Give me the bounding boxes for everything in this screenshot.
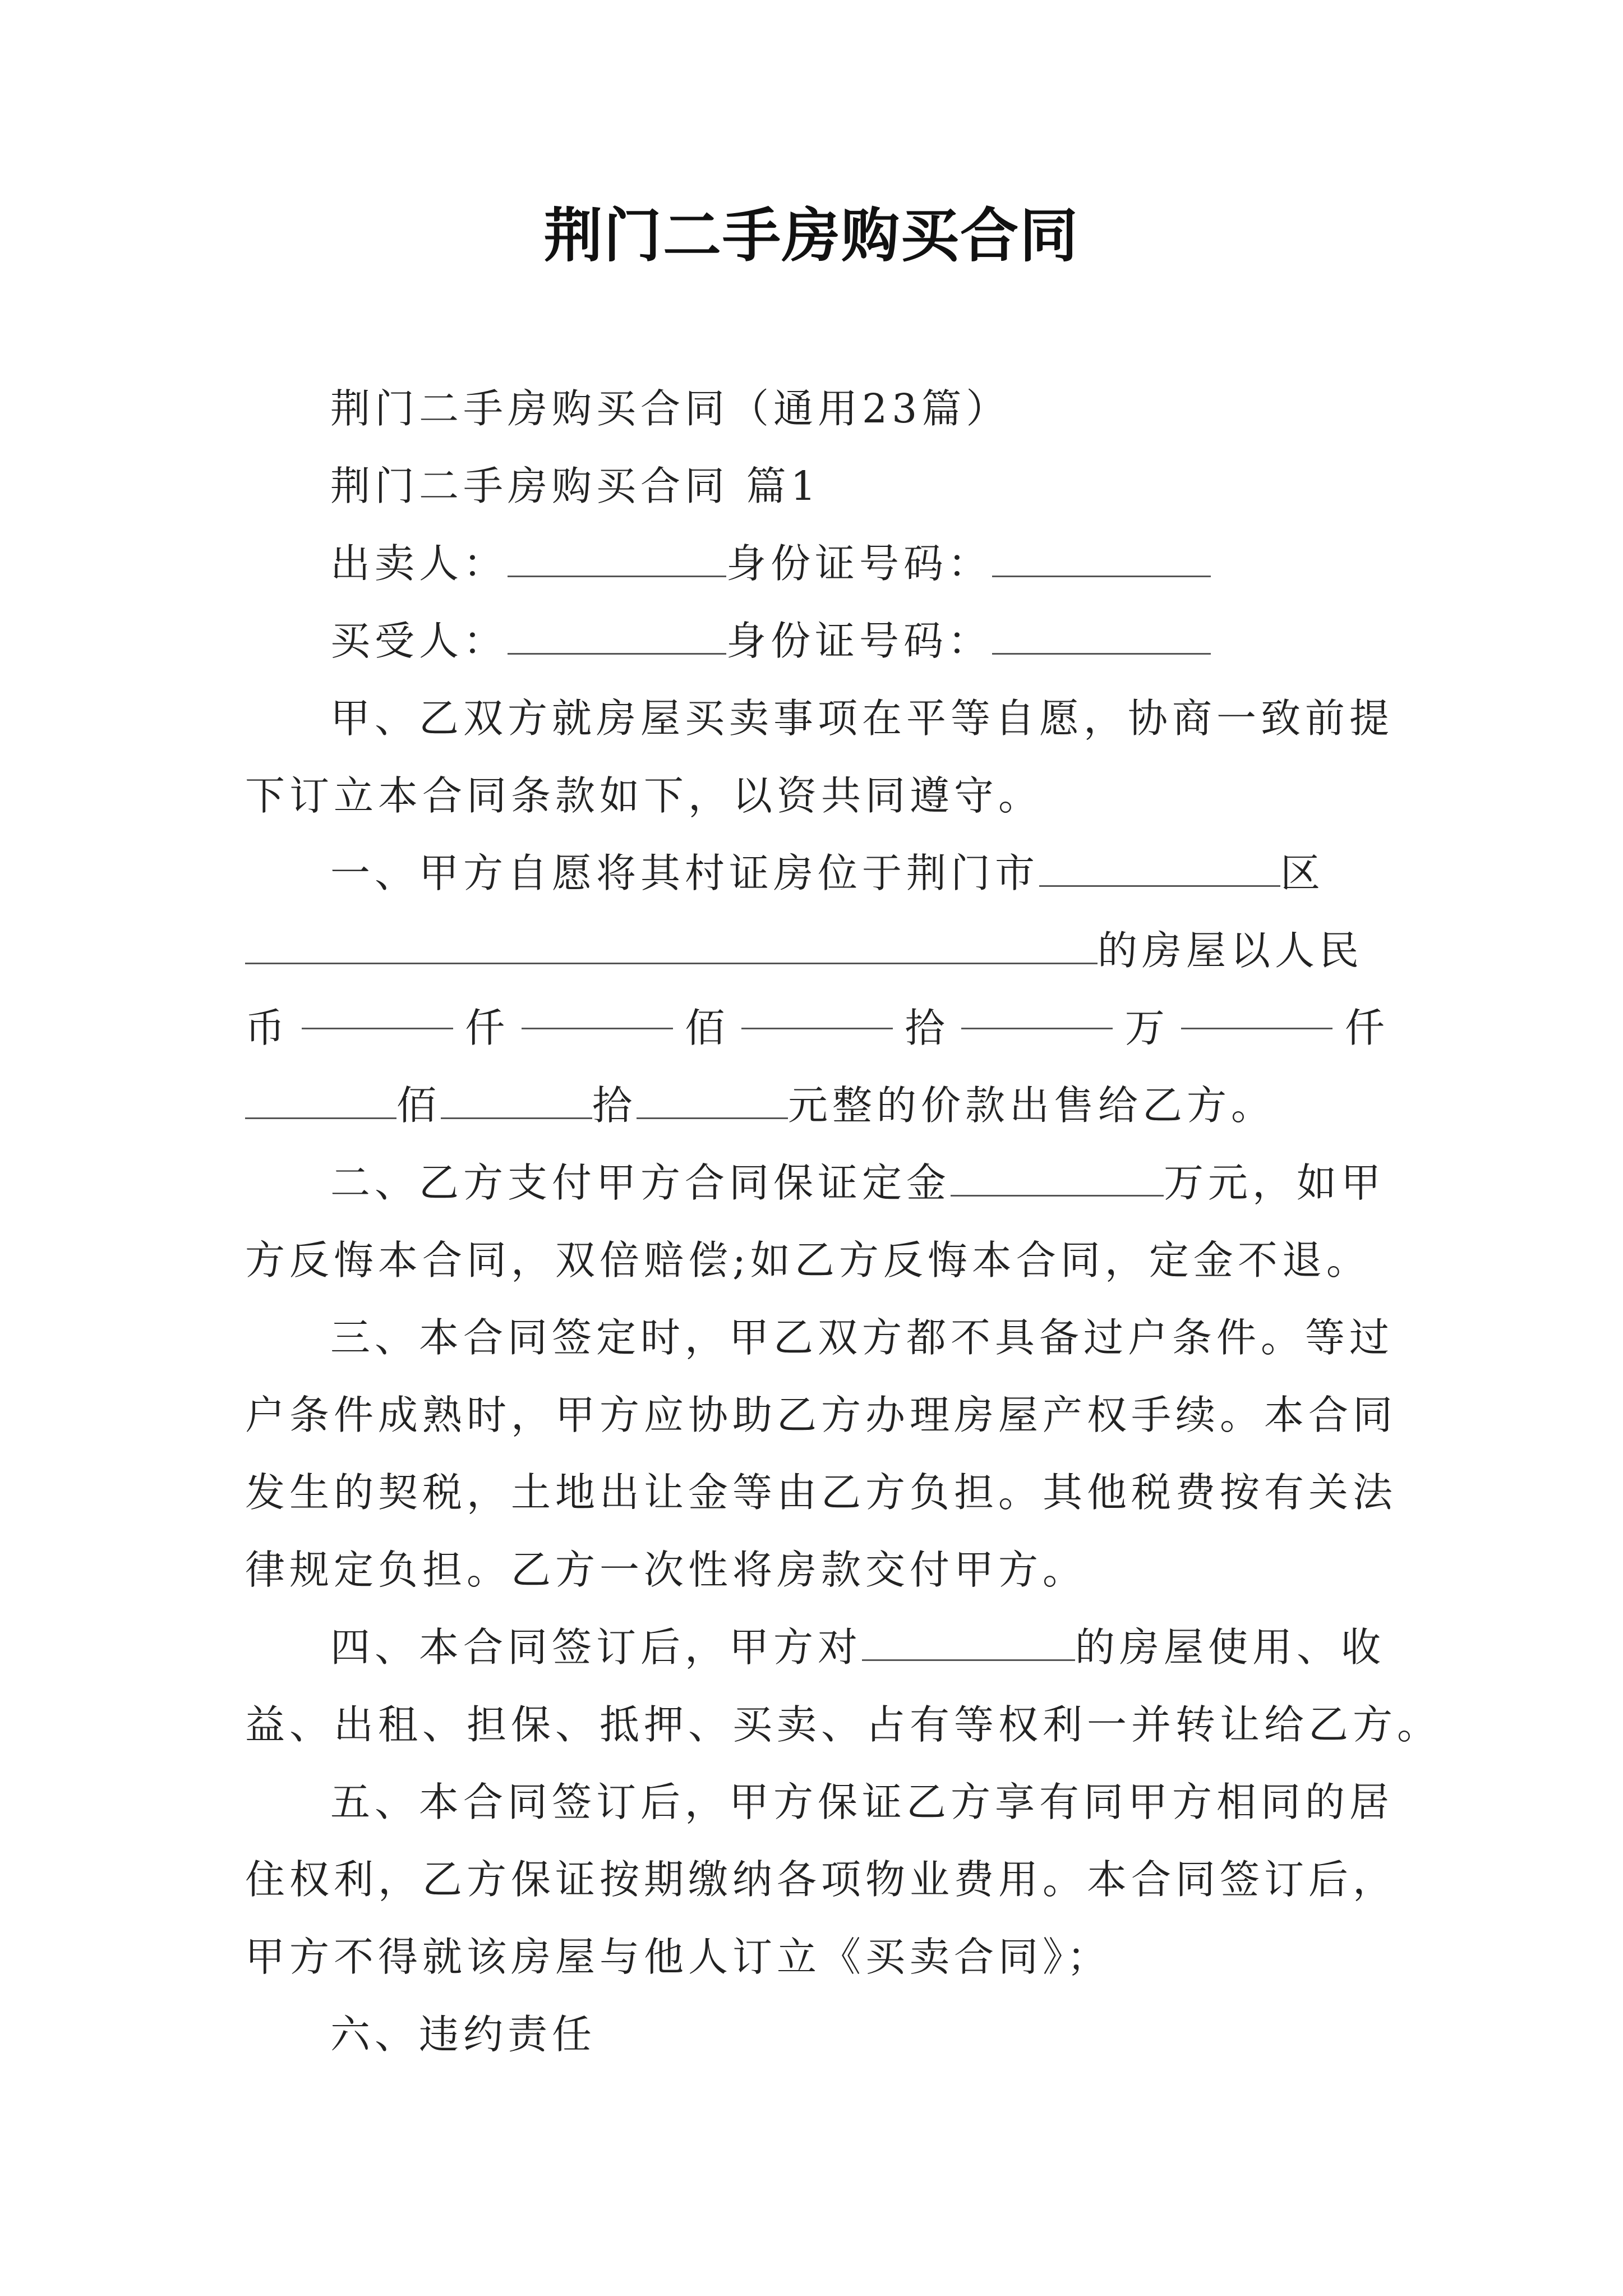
clause3-line-2: 户条件成熟时，甲方应协助乙方办理房屋产权手续。本合同	[245, 1392, 1398, 1438]
amount-blank	[1181, 990, 1332, 1029]
clause5-line-1: 五、本合同签订后，甲方保证乙方享有同甲方相同的居	[330, 1779, 1394, 1825]
clause2-text-b: 万元，如甲	[1164, 1159, 1386, 1206]
clause4-line-1	[245, 1609, 1389, 1686]
unit-label: 万	[1124, 1005, 1169, 1051]
amount-blank	[637, 1079, 788, 1119]
unit-label: 仟	[1344, 1005, 1389, 1051]
amount-blank	[302, 990, 453, 1029]
seller-id-blank	[992, 537, 1211, 577]
subtitle: 荆门二手房购买合同（通用23篇）	[330, 385, 1011, 432]
amount-blank	[522, 990, 673, 1029]
buyer-id-blank	[992, 615, 1211, 655]
property-blank	[862, 1621, 1075, 1661]
clause2-text-a: 二、乙方支付甲方合同保证定金	[330, 1159, 951, 1206]
clause1-text-a: 一、甲方自愿将其村证房位于荆门市	[330, 850, 1040, 896]
seller-label: 出卖人：	[330, 540, 508, 587]
clause1-line-2	[245, 912, 1389, 990]
clause1-line-3	[245, 990, 1389, 1067]
clause4-line-2: 益、出租、担保、抵押、买卖、占有等权利一并转让给乙方。	[245, 1701, 1442, 1748]
amount-blank	[961, 990, 1113, 1029]
seller-line	[245, 525, 1389, 602]
clause1-text-f: 元整的价款出售给乙方。	[788, 1082, 1276, 1129]
clause6-heading: 六、违约责任	[330, 2011, 597, 2058]
seller-name-blank	[508, 537, 726, 577]
clause1-line-1	[245, 835, 1389, 912]
clause5-line-2: 住权利，乙方保证按期缴纳各项物业费用。本合同签订后，	[245, 1856, 1398, 1903]
amount-blank	[441, 1079, 592, 1119]
clause2-line-2: 方反悔本合同，双倍赔偿;如乙方反悔本合同，定金不退。	[245, 1237, 1371, 1283]
amount-blank	[245, 1079, 396, 1119]
clause3-line-4: 律规定负担。乙方一次性将房款交付甲方。	[245, 1547, 1087, 1593]
unit-label: 佰	[685, 1005, 730, 1051]
intro-line-1: 甲、乙双方就房屋买卖事项在平等自愿，协商一致前提	[330, 695, 1394, 742]
document-title: 荆门二手房购买合同	[543, 201, 1079, 270]
clause1-line-4	[245, 1067, 1389, 1144]
intro-line-2: 下订立本合同条款如下，以资共同遵守。	[245, 772, 1043, 819]
clause3-line-3: 发生的契税，土地出让金等由乙方负担。其他税费按有关法	[245, 1469, 1398, 1516]
amount-blank	[741, 990, 893, 1029]
address-blank	[245, 924, 1098, 964]
buyer-label: 买受人：	[330, 618, 508, 664]
buyer-name-blank	[508, 615, 726, 655]
buyer-line	[245, 602, 1389, 680]
clause5-line-3: 甲方不得就该房屋与他人订立《买卖合同》；	[245, 1934, 1112, 1980]
district-blank	[1039, 847, 1280, 887]
clause1-text-b: 区	[1280, 850, 1325, 896]
document-body	[245, 370, 1442, 2073]
unit-label: 币	[245, 1005, 290, 1051]
buyer-id-label: 身份证号码：	[726, 618, 993, 664]
unit-label: 拾	[905, 1005, 949, 1051]
unit-label: 佰	[396, 1082, 441, 1129]
clause3-line-1: 三、本合同签定时，甲乙双方都不具备过户条件。等过	[330, 1314, 1394, 1361]
deposit-blank	[951, 1157, 1164, 1197]
unit-label: 仟	[465, 1005, 510, 1051]
clause1-text-c: 的房屋以人民	[1098, 927, 1364, 974]
unit-label: 拾	[592, 1082, 637, 1129]
clause4-text-b: 的房屋使用、收	[1075, 1624, 1386, 1671]
article-heading: 荆门二手房购买合同 篇1	[330, 463, 820, 509]
seller-id-label: 身份证号码：	[726, 540, 993, 587]
clause2-line-1	[245, 1144, 1389, 1222]
clause4-text-a: 四、本合同签订后，甲方对	[330, 1624, 863, 1671]
